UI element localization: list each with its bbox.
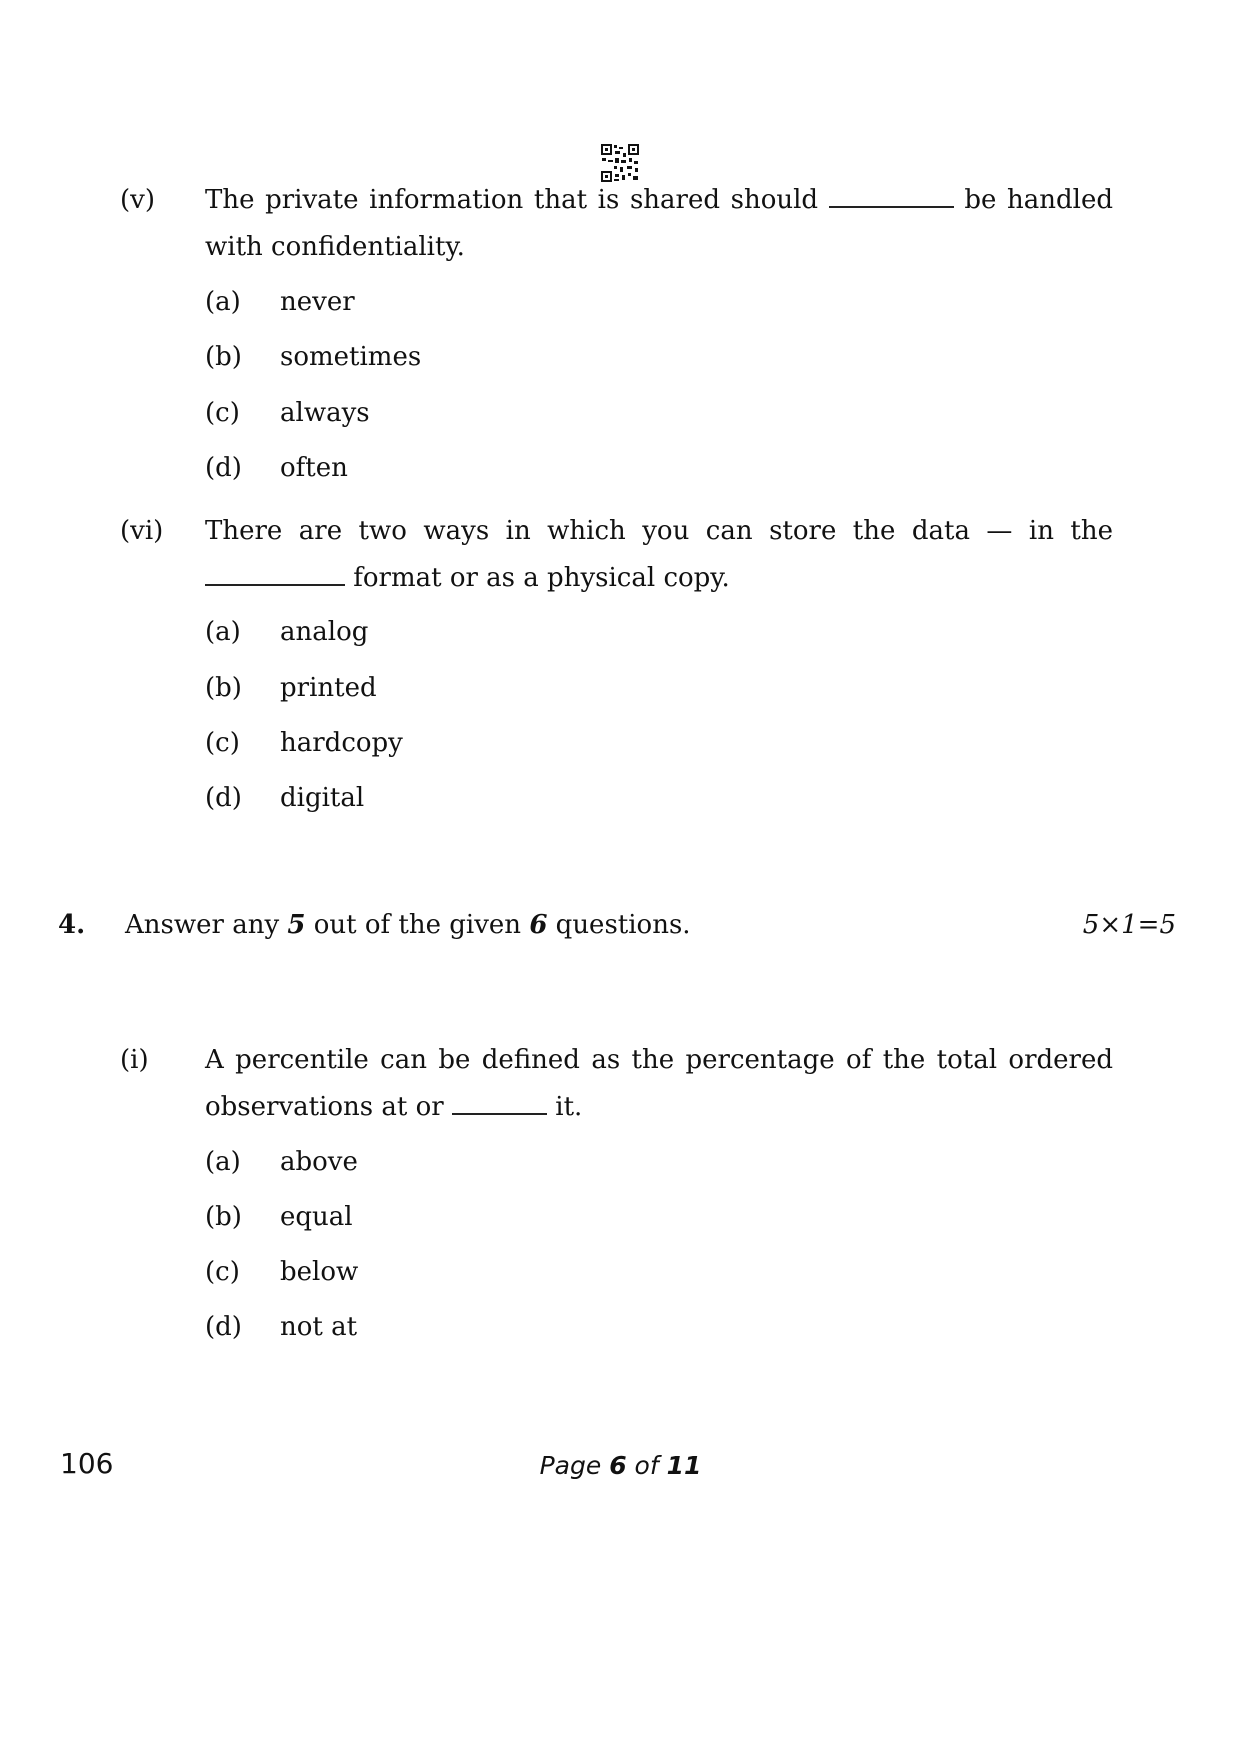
- option-text: digital: [280, 783, 365, 813]
- option-text: hardcopy: [280, 728, 403, 758]
- option-letter: (b): [205, 342, 242, 372]
- question-text: observations at or: [205, 1092, 444, 1122]
- option-text: below: [280, 1257, 359, 1287]
- page-word: Page: [539, 1451, 602, 1480]
- question-line: A percentile can be defined as the percentage of the total ordered: [205, 1045, 1113, 1075]
- option-text: sometimes: [280, 342, 422, 372]
- answer-blank: [829, 184, 954, 208]
- instruction-count: 5: [287, 910, 306, 940]
- instruction-text: out of the given: [313, 910, 522, 940]
- option-text: printed: [280, 673, 377, 703]
- page-total: 11: [666, 1451, 702, 1480]
- option-letter: (d): [205, 453, 242, 483]
- option-text: analog: [280, 617, 369, 647]
- option-letter: (a): [205, 1147, 241, 1177]
- option-letter: (c): [205, 728, 240, 758]
- question-text: The private information that is shared should: [205, 185, 819, 215]
- option-text: equal: [280, 1202, 353, 1232]
- answer-blank: [452, 1091, 547, 1115]
- question-label: (vi): [120, 516, 164, 546]
- option-letter: (b): [205, 673, 242, 703]
- question-line: There are two ways in which you can store the data — in the: [205, 516, 1113, 546]
- option-letter: (b): [205, 1202, 242, 1232]
- option-letter: (c): [205, 1257, 240, 1287]
- instruction-text: Answer any: [125, 910, 280, 940]
- option-letter: (d): [205, 783, 242, 813]
- paper-code: 106: [60, 1447, 114, 1480]
- instruction-count: 6: [529, 910, 548, 940]
- question-line: [205, 184, 1113, 216]
- instruction-text: questions.: [555, 910, 691, 940]
- option-text: above: [280, 1147, 358, 1177]
- qr-code: [600, 143, 640, 183]
- option-letter: (d): [205, 1312, 242, 1342]
- option-text: often: [280, 453, 348, 483]
- marks-allocation: 5×1=5: [1082, 910, 1176, 940]
- question-label: (v): [120, 185, 155, 215]
- section-number: 4.: [58, 910, 86, 940]
- option-letter: (a): [205, 287, 241, 317]
- option-letter: (c): [205, 398, 240, 428]
- question-line: with confidentiality.: [205, 232, 465, 262]
- section-instruction: [125, 909, 691, 941]
- question-text: it.: [555, 1092, 583, 1122]
- question-text: be handled: [964, 185, 1114, 215]
- of-word: of: [634, 1451, 659, 1480]
- option-text: always: [280, 398, 370, 428]
- question-line: [205, 562, 730, 594]
- question-line: [205, 1091, 582, 1123]
- page-number: 6: [609, 1451, 627, 1480]
- page-indicator: [0, 1447, 1241, 1482]
- question-label: (i): [120, 1045, 149, 1075]
- option-letter: (a): [205, 617, 241, 647]
- answer-blank: [205, 562, 345, 586]
- question-text: format or as a physical copy.: [353, 563, 730, 593]
- option-text: never: [280, 287, 355, 317]
- option-text: not at: [280, 1312, 358, 1342]
